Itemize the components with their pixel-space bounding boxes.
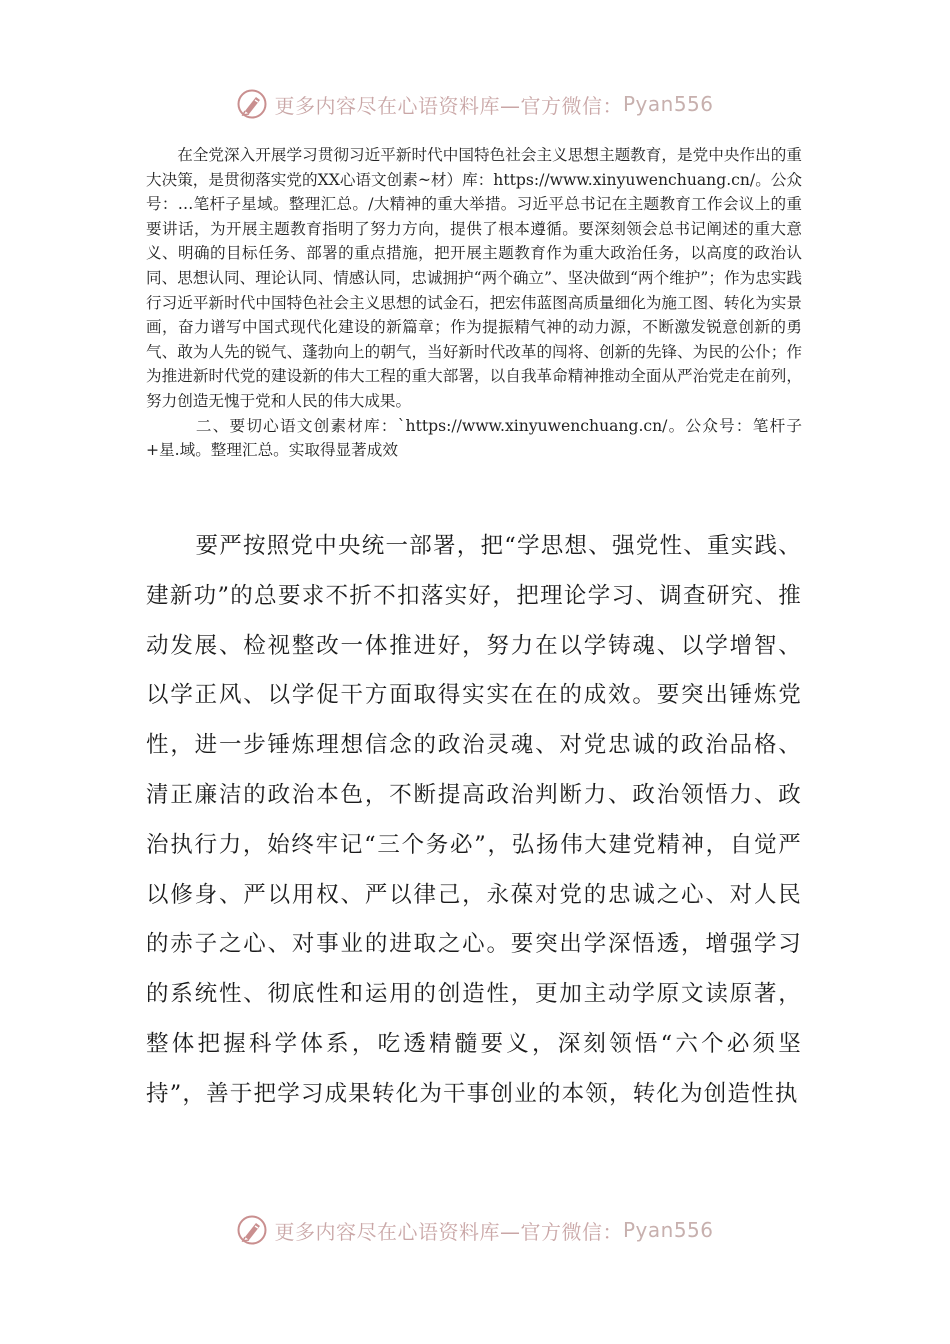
section-heading-paragraph: 二、要切心语文创素材库：`https://www.xinyuwenchuang.cn/。公众号：笔杆子+星.域。整理汇总。实取得显著成效 [146, 416, 802, 460]
footer-watermark-banner [0, 1208, 950, 1252]
pen-nib-logo-icon [236, 88, 268, 120]
banner-text: 更多内容尽在心语资料库—官方微信： [274, 1219, 623, 1244]
wechat-id: Pyan556 [622, 1218, 714, 1242]
intro-section [146, 143, 802, 463]
intro-paragraph: 在全党深入开展学习贯彻习近平新时代中国特色社会主义思想主题教育，是党中央作出的重大决策，是贯彻落实党的XX心语文创素~材）库：https://www.xinyuwenchuang.cn/。公众号：…笔杆子星域。整理汇总。/大精神的重大举措。习近平总书记在主题教育工作会议上的重要讲话，为开展主题教育指明了努力方向，提供了根本遵循。要深刻领会总书记阐述的重大意义、明确的目标任务、部署的重点措施，把开展主题教育作为重大政治任务，以高度的政治认同、思想认同、理论认同、情感认同，忠诚拥护“两个确立”、坚决做到“两个维护”；作为忠实践行习近平新时代中国特色社会主义思想的试金石，把宏伟蓝图高质量细化为施工图、转化为实景画，奋力谱写中国式现代化建设的新篇章；作为提振精气神的动力源，不断激发锐意创新的勇气、敢为人先的锐气、蓬勃向上的朝气，当好新时代改革的闯将、创新的先锋、为民的公仆；作为推进新时代党的建设新的伟大工程的重大部署，以自我革命精神推动全面从严治党走在前列，努力创造无愧于党和人民的伟大成果。 [146, 146, 802, 410]
wechat-id: Pyan556 [622, 92, 714, 116]
banner-text: 更多内容尽在心语资料库—官方微信： [274, 93, 623, 118]
header-watermark-banner [0, 82, 950, 126]
pen-nib-logo-icon [236, 1214, 268, 1246]
body-paragraph: 要严按照党中央统一部署，把“学思想、强党性、重实践、建新功”的总要求不折不扣落实好，把理论学习、调查研究、推动发展、检视整改一体推进好，努力在以学铸魂、以学增智、以学正风、以学促干方面取得实实在在的成效。要突出锤炼党性，进一步锤炼理想信念的政治灵魂、对党忠诚的政治品格、清正廉洁的政治本色，不断提高政治判断力、政治领悟力、政治执行力，始终牢记“三个务必”，弘扬伟大建党精神，自觉严以修身、严以用权、严以律己，永葆对党的忠诚之心、对人民的赤子之心、对事业的进取之心。要突出学深悟透，增强学习的系统性、彻底性和运用的创造性，更加主动学原文读原著，整体把握科学体系，吃透精髓要义，深刻领悟“六个必须坚持”，善于把学习成果转化为干事创业的本领，转化为创造性执 [146, 533, 802, 1107]
